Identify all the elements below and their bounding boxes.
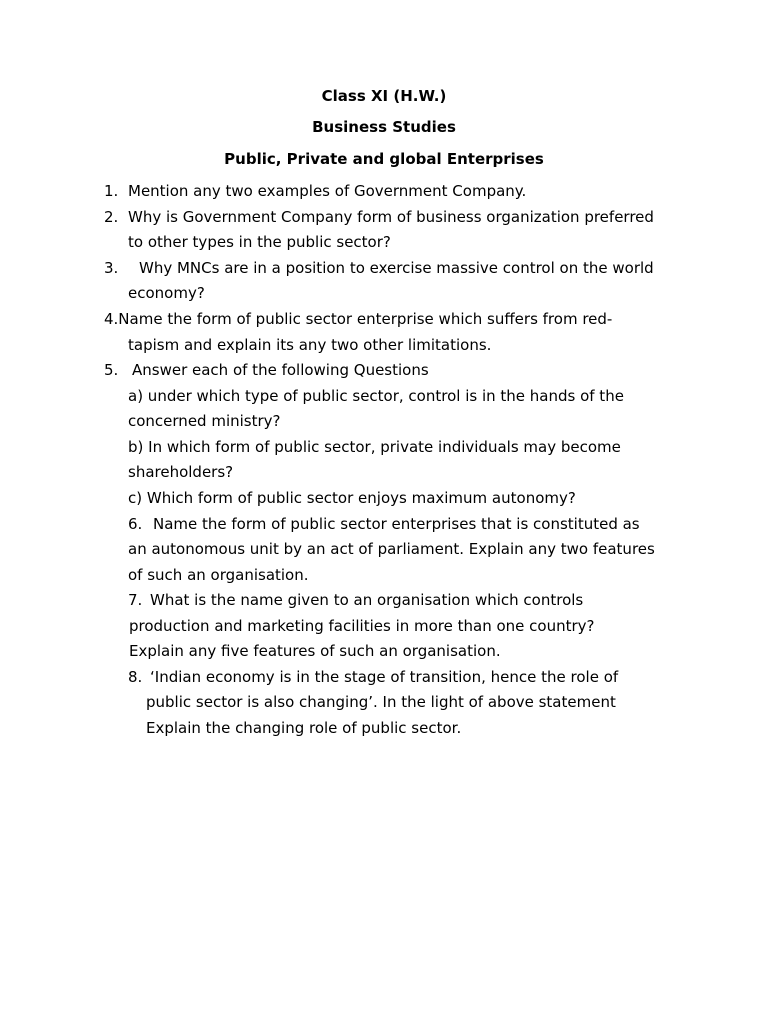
question-text: economy? <box>128 284 205 302</box>
question-text: tapism and explain its any two other limitations. <box>128 336 492 354</box>
sub-question-c: c) Which form of public sector enjoys maximum autonomy? <box>128 489 576 507</box>
sub-question-b: b) In which form of public sector, private individuals may become <box>128 438 621 456</box>
question-number: 8. <box>128 668 143 686</box>
question-text: Name the form of public sector enterprises that is constituted as <box>153 515 640 533</box>
sub-question-a: a) under which type of public sector, control is in the hands of the <box>128 387 624 405</box>
question-number: 6. <box>128 515 143 533</box>
question-text: Answer each of the following Questions <box>132 361 429 379</box>
question-text: Why is Government Company form of business organization preferred <box>128 208 654 226</box>
question-number: 3. <box>104 259 119 277</box>
question-text: Explain any five features of such an organisation. <box>129 642 501 660</box>
question-number: 7. <box>128 591 143 609</box>
question-text: ‘Indian economy is in the stage of transition, hence the role of <box>150 668 619 686</box>
question-text: production and marketing facilities in more than one country? <box>129 617 595 635</box>
question-text: to other types in the public sector? <box>128 233 391 251</box>
question-text: Mention any two examples of Government Company. <box>128 182 527 200</box>
sub-question-a: concerned ministry? <box>128 412 281 430</box>
question-number: 1. <box>104 182 119 200</box>
question-text: public sector is also changing’. In the light of above statement <box>146 693 616 711</box>
question-text: of such an organisation. <box>128 566 309 584</box>
class-heading: Class XI (H.W.) <box>321 87 447 105</box>
question-text: What is the name given to an organisation which controls <box>150 591 584 609</box>
question-text: Why MNCs are in a position to exercise massive control on the world <box>139 259 654 277</box>
sub-question-b: shareholders? <box>128 463 234 481</box>
question-text: Explain the changing role of public sector. <box>146 719 462 737</box>
question-number: 2. <box>104 208 119 226</box>
topic-heading: Public, Private and global Enterprises <box>224 150 544 168</box>
question-text: an autonomous unit by an act of parliament. Explain any two features <box>128 540 655 558</box>
subject-heading: Business Studies <box>312 118 456 136</box>
question-text: 4.Name the form of public sector enterprise which suffers from red- <box>104 310 613 328</box>
question-number: 5. <box>104 361 119 379</box>
